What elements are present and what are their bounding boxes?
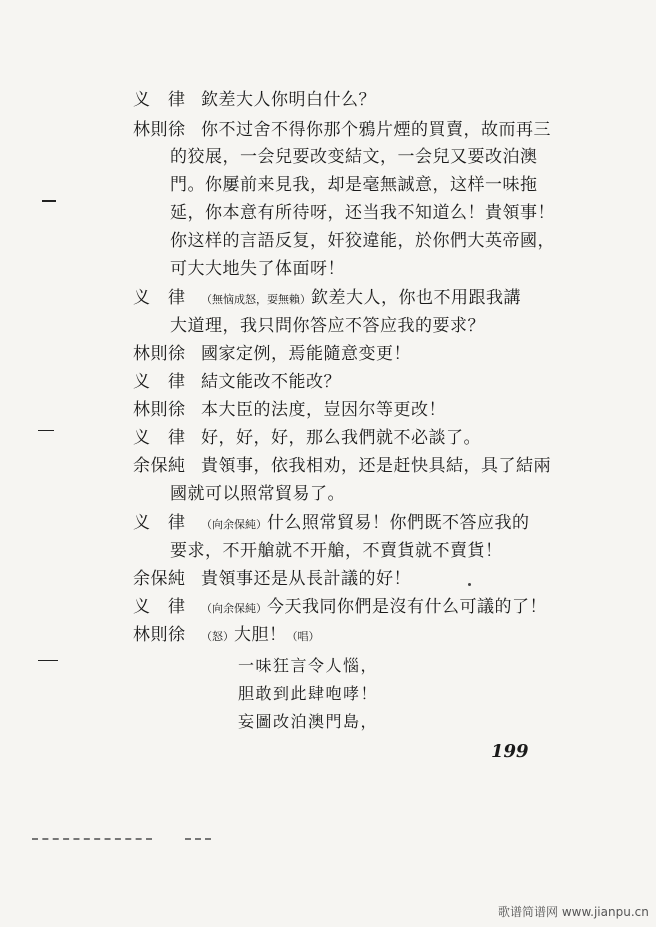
dialogue-text: 什么照常貿易！你們既不答应我的 [267,513,530,533]
scan-mark [32,838,152,842]
dialogue-continuation [170,146,538,168]
dialogue-text: 本大臣的法度，豈因尔等更改！ [201,400,446,420]
dialogue-text: 國家定例，焉能隨意变更！ [201,344,411,364]
dialogue-line [133,512,530,536]
dialogue-line [133,455,551,477]
dialogue-text: 可大大地失了体面呀！ [170,259,345,279]
dialogue-text: 貴領事，依我相劝，还是赶快具結，具了結兩 [201,456,551,476]
stage-direction: （怒） [201,630,234,643]
dialogue-text: 你不过舍不得你那个鴉片煙的買賣，故而再三 [201,120,551,140]
dialogue-continuation [170,202,555,224]
dialogue-text: 貴領事还是从長計議的好！ [201,569,411,589]
dialogue-text: 大胆！ [234,625,287,645]
dialogue-text: 今天我同你們是沒有什么可議的了！ [267,597,547,617]
speaker-name: 林則徐 [133,120,186,140]
speaker-name: 义 律 [133,513,186,533]
dialogue-line [133,596,547,620]
speaker-name: 义 律 [133,372,186,392]
scan-mark [42,200,56,202]
speaker-name: 义 律 [133,597,186,617]
dialogue-line [133,427,481,449]
speaker-name: 义 律 [133,90,186,110]
dialogue-continuation [170,540,503,562]
dialogue-line [133,624,320,648]
dialogue-line [133,287,521,311]
dialogue-continuation [170,315,485,337]
verse-line: 妄圖改泊澳門島， [238,712,379,731]
speaker-name: 义 律 [133,288,186,308]
verse-line: 一味狂言令人惱， [238,656,379,675]
dialogue-line [133,343,411,365]
page-number: 199 [491,741,529,762]
speaker-name: 余保純 [133,456,186,476]
verse-line: 胆敢到此肆咆哮！ [238,684,379,703]
dialogue-line [133,568,411,590]
dialogue-line [133,119,551,141]
dialogue-continuation [170,230,555,252]
dialogue-continuation [170,483,345,505]
watermark: 歌谱简谱网 www.jianpu.cn [498,905,649,919]
dialogue-text: 結文能改不能改？ [201,372,341,392]
dialogue-text: 你这样的言語反复，奸狡違能，於你們大英帝國， [170,231,555,251]
dialogue-continuation [170,258,345,280]
dialogue-text: 大道理，我只問你答应不答应我的要求？ [170,316,485,336]
stage-direction: （向余保純） [201,602,267,615]
dialogue-text: 要求，不开艙就不开艙，不賣貨就不賣貨！ [170,541,503,561]
dialogue-text: 延，你本意有所待呀，还当我不知道么！貴領事！ [170,203,555,223]
dialogue-line [133,371,341,393]
dialogue-line [133,399,446,421]
dialogue-text: 好，好，好，那么我們就不必談了。 [201,428,481,448]
dialogue-continuation [170,174,538,196]
stage-direction: （唱） [286,630,320,643]
scan-mark [38,660,58,661]
dialogue-text: 國就可以照常貿易了。 [170,484,345,504]
speaker-name: 义 律 [133,428,186,448]
speaker-name: 林則徐 [133,400,186,420]
speaker-name: 余保純 [133,569,186,589]
dialogue-text: 的狡展，一会兒要改变結文，一会兒又要改泊澳 [170,147,538,167]
dialogue-line [133,89,376,111]
dialogue-text: 欽差大人，你也不用跟我講 [311,288,521,308]
stage-direction: （無恼成怒，耍無賴） [201,293,311,306]
dialogue-text: 欽差大人你明白什么？ [201,90,376,110]
dialogue-text: 門。你屢前来見我，却是毫無誠意，这样一味拖 [170,175,538,195]
speaker-name: 林則徐 [133,625,186,645]
scan-mark [185,838,211,842]
scan-mark [38,430,54,431]
speaker-name: 林則徐 [133,344,186,364]
stage-direction: （向余保純） [201,518,267,531]
scan-dot [468,583,471,586]
